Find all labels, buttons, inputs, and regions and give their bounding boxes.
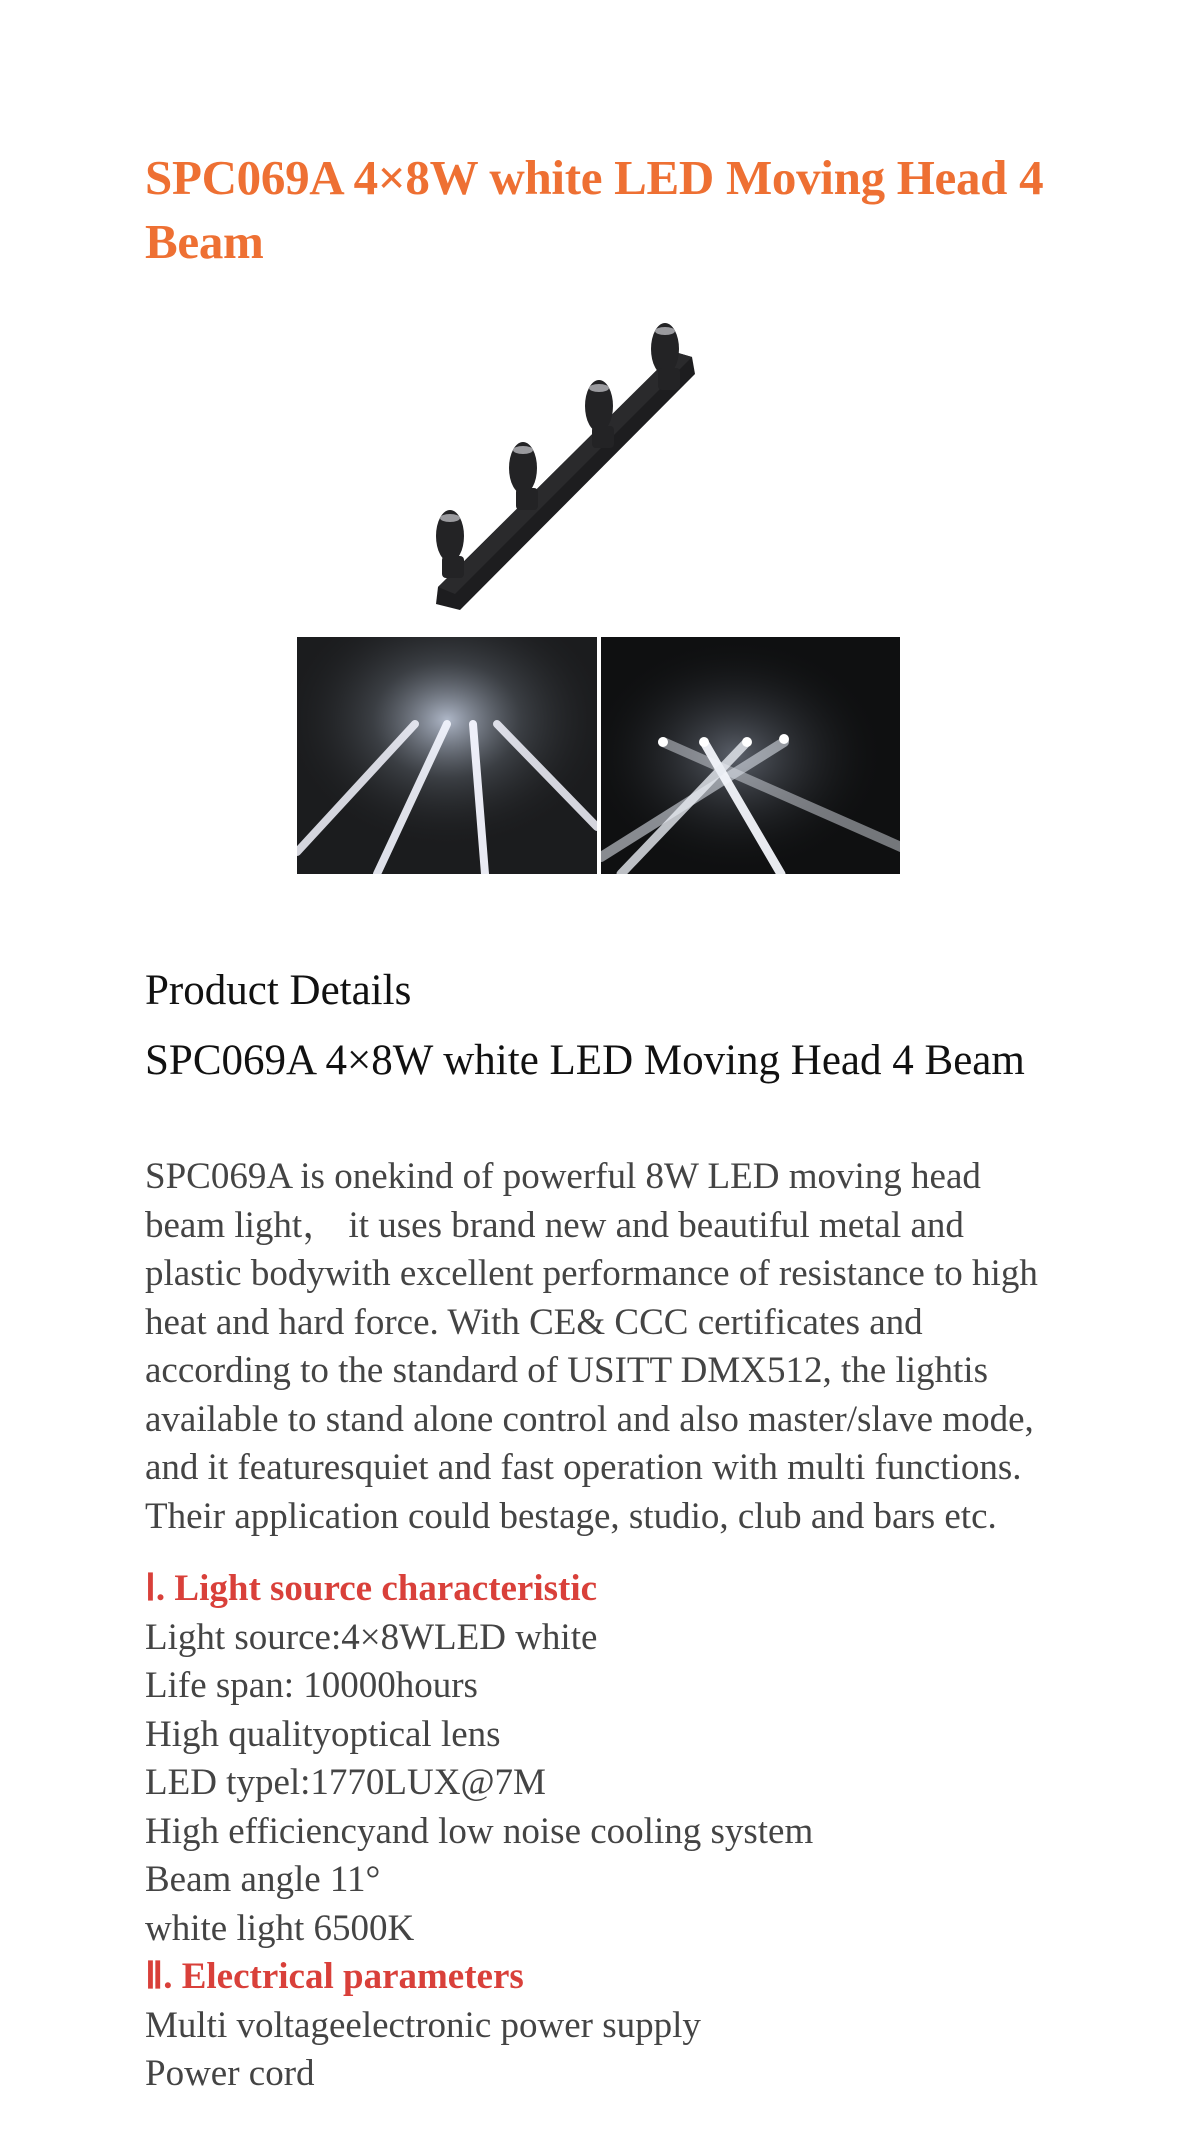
moving-head-bar-illustration (420, 322, 710, 618)
crossing-beams-photo (601, 637, 901, 874)
spec-item: white light 6500K (145, 1907, 415, 1949)
spec-item: LED typel:1770LUX@7M (145, 1762, 546, 1803)
spec-item: High efficiencyand low noise cooling system (145, 1810, 814, 1852)
spec-item: High qualityoptical lens (145, 1713, 501, 1755)
parallel-beams-photo (297, 637, 597, 874)
product-description: SPC069A is onekind of powerful 8W LED moving head beam light， it uses brand new and beautiful metal and plastic bodywith excellent performance of resistance to high heat and hard force. With CE& CCC certificates and according to the standard of USITT DMX512, the lightis available to stand alone control and also master/slave mode, and it featuresquiet and fast operation with multi functions. Their application could bestage, studio, club and bars etc. (145, 1156, 1038, 1537)
section-title-light-source: Ⅰ. Light source characteristic (145, 1568, 598, 1609)
spec-item: Life span: 10000hours (145, 1665, 478, 1706)
product-details-heading: Product Details (145, 967, 412, 1014)
spec-item: Beam angle 11° (145, 1859, 381, 1900)
product-details-subtitle: SPC069A 4×8W white LED Moving Head 4 Beam (145, 1037, 1025, 1084)
product-image (420, 322, 710, 618)
spec-item: Power cord (145, 2053, 315, 2094)
product-description-body (145, 1153, 1065, 2099)
spec-item: Light source:4×8WLED white (145, 1616, 598, 1658)
spec-item: Multi voltageelectronic power supply (145, 2004, 701, 2046)
product-title: SPC069A 4×8W white LED Moving Head 4 Beam (145, 150, 1044, 269)
beam-effect-photos (297, 637, 900, 874)
section-title-electrical: Ⅱ. Electrical parameters (145, 1956, 524, 1997)
